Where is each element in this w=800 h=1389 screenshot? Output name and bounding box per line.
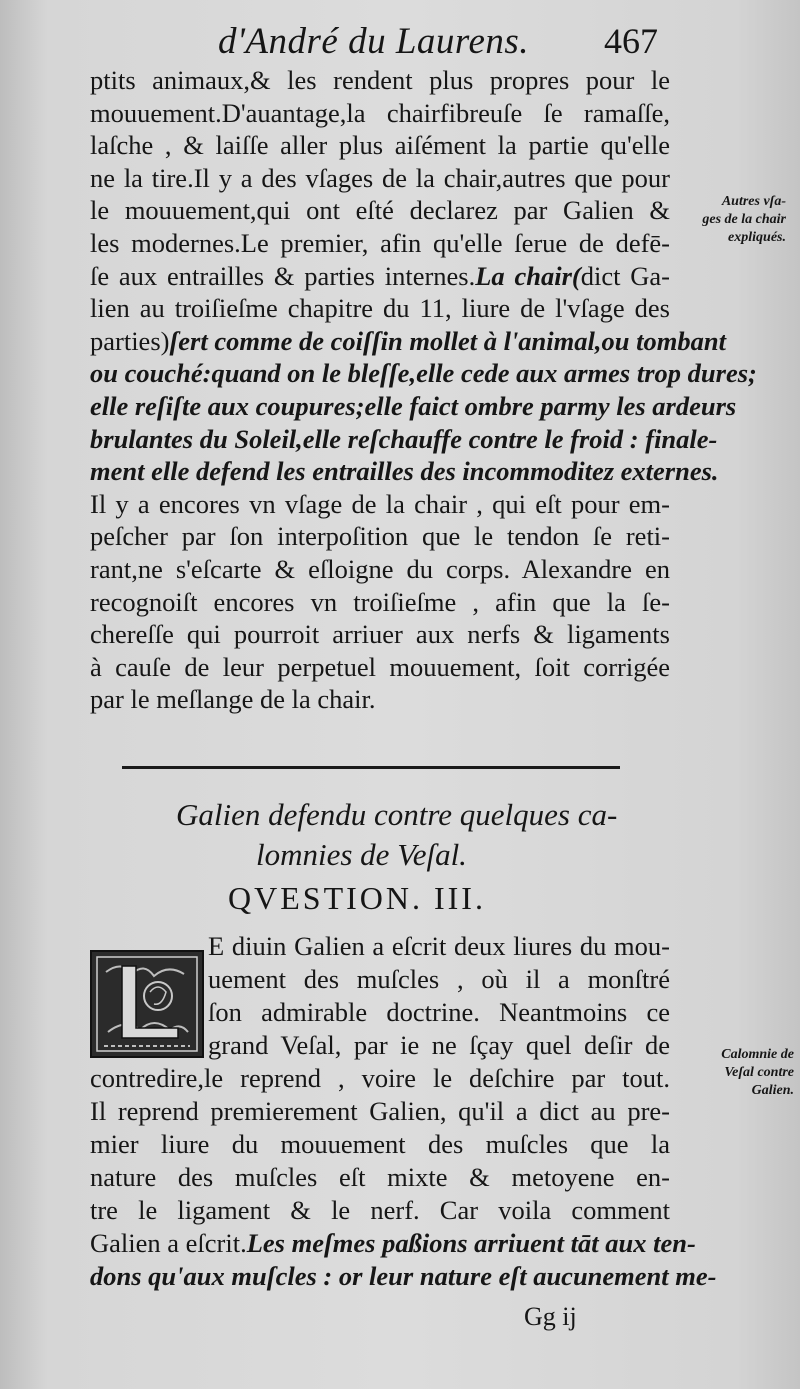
text-line: rant,ne s'eſcarte & eſloigne du corps. Alexandre en — [90, 553, 670, 584]
text-line: nature des muſcles eſt mixte & metoyene en- — [90, 1162, 670, 1192]
question-heading: QVESTION. III. — [228, 880, 486, 916]
page-number: 467 — [604, 21, 658, 61]
text-line: uement des muſcles , où il a monſtré — [208, 964, 670, 994]
text-line: mier liure du mouuement des muſcles que la — [90, 1129, 670, 1159]
text-line: mouuement.D'auantage,la chairfibreuſe ſe ramaſſe, — [90, 97, 670, 128]
text-line: Galien a eſcrit.Les meſmes paßions arriuent tāt aux ten- — [90, 1228, 696, 1258]
margin-note-calumny: Calomnie de Veſal contre Galien. — [721, 1047, 794, 1098]
quoted-text-line: dons qu'aux muſcles : or leur nature eſt aucunement me- — [90, 1261, 717, 1291]
text-line: chereſſe qui pourroit arriuer aux nerfs & ligaments — [90, 619, 670, 650]
quoted-text-line: ment elle defend les entrailles des incommoditez externes. — [90, 456, 719, 487]
text-line: le mouuement,qui ont eſté declarez par Galien & — [90, 195, 670, 226]
text-line: tre le ligament & le nerf. Car voila comment — [90, 1195, 670, 1225]
text-line: E diuin Galien a eſcrit deux liures du mou- — [208, 931, 670, 961]
quoted-text-line: brulantes du Soleil,elle reſchauffe contre le froid : finale- — [90, 423, 718, 454]
quoted-text-line: elle reſiſte aux coupures;elle faict ombre parmy les ardeurs — [90, 390, 737, 421]
text-line: ſon admirable doctrine. Neantmoins ce — [208, 997, 670, 1027]
question-paragraph — [90, 930, 717, 1293]
text-line: ptits animaux,& les rendent plus propres pour le — [90, 65, 670, 95]
text-line: Il y a encores vn vſage de la chair , qui eſt pour em- — [90, 488, 670, 519]
text-line: lien au troiſieſme chapitre du 11, liure de l'vſage des — [90, 293, 670, 324]
quoted-text-line: ou couché:quand on le bleſſe,elle cede aux armes trop dures; — [90, 358, 757, 389]
text-line: contredire,le reprend , voire le deſchire par tout. — [90, 1063, 670, 1093]
text-line: les modernes.Le premier, afin qu'elle ſerue de defē- — [90, 227, 670, 258]
text-line: à cauſe de leur perpetuel mouuement, ſoit corrigée — [90, 651, 670, 682]
text-line: ſe aux entrailles & parties internes.La chair(dict Ga- — [90, 260, 670, 291]
signature-mark: Gg ij — [524, 1302, 577, 1331]
section-divider — [122, 766, 620, 769]
text-line: laſche , & laiſſe aller plus aiſément la partie qu'elle — [90, 130, 670, 161]
margin-note-uses: Autres vſa- ges de la chair expliqués. — [702, 194, 786, 245]
page-header — [0, 18, 800, 68]
text-line: Il reprend premierement Galien, qu'il a dict au pre- — [90, 1096, 670, 1126]
text-line: ne la tire.Il y a des vſages de la chair,autres que pour — [90, 162, 670, 193]
text-line: grand Veſal, par ie ne ſçay quel deſir de — [208, 1030, 670, 1060]
text-line: recognoiſt encores vn troiſieſme , afin que la ſe- — [90, 586, 670, 617]
running-head: d'André du Laurens. — [218, 21, 530, 62]
section-title: Galien defendu contre quelques ca- lomnies de Veſal. — [176, 797, 618, 872]
text-line: parties)ſert comme de coiſſin mollet à l'animal,ou tombant — [90, 325, 726, 356]
text-line: par le meſlange de la chair. — [90, 684, 376, 715]
text-line: peſcher par ſon interpoſition que le tendon ſe reti- — [90, 521, 670, 552]
